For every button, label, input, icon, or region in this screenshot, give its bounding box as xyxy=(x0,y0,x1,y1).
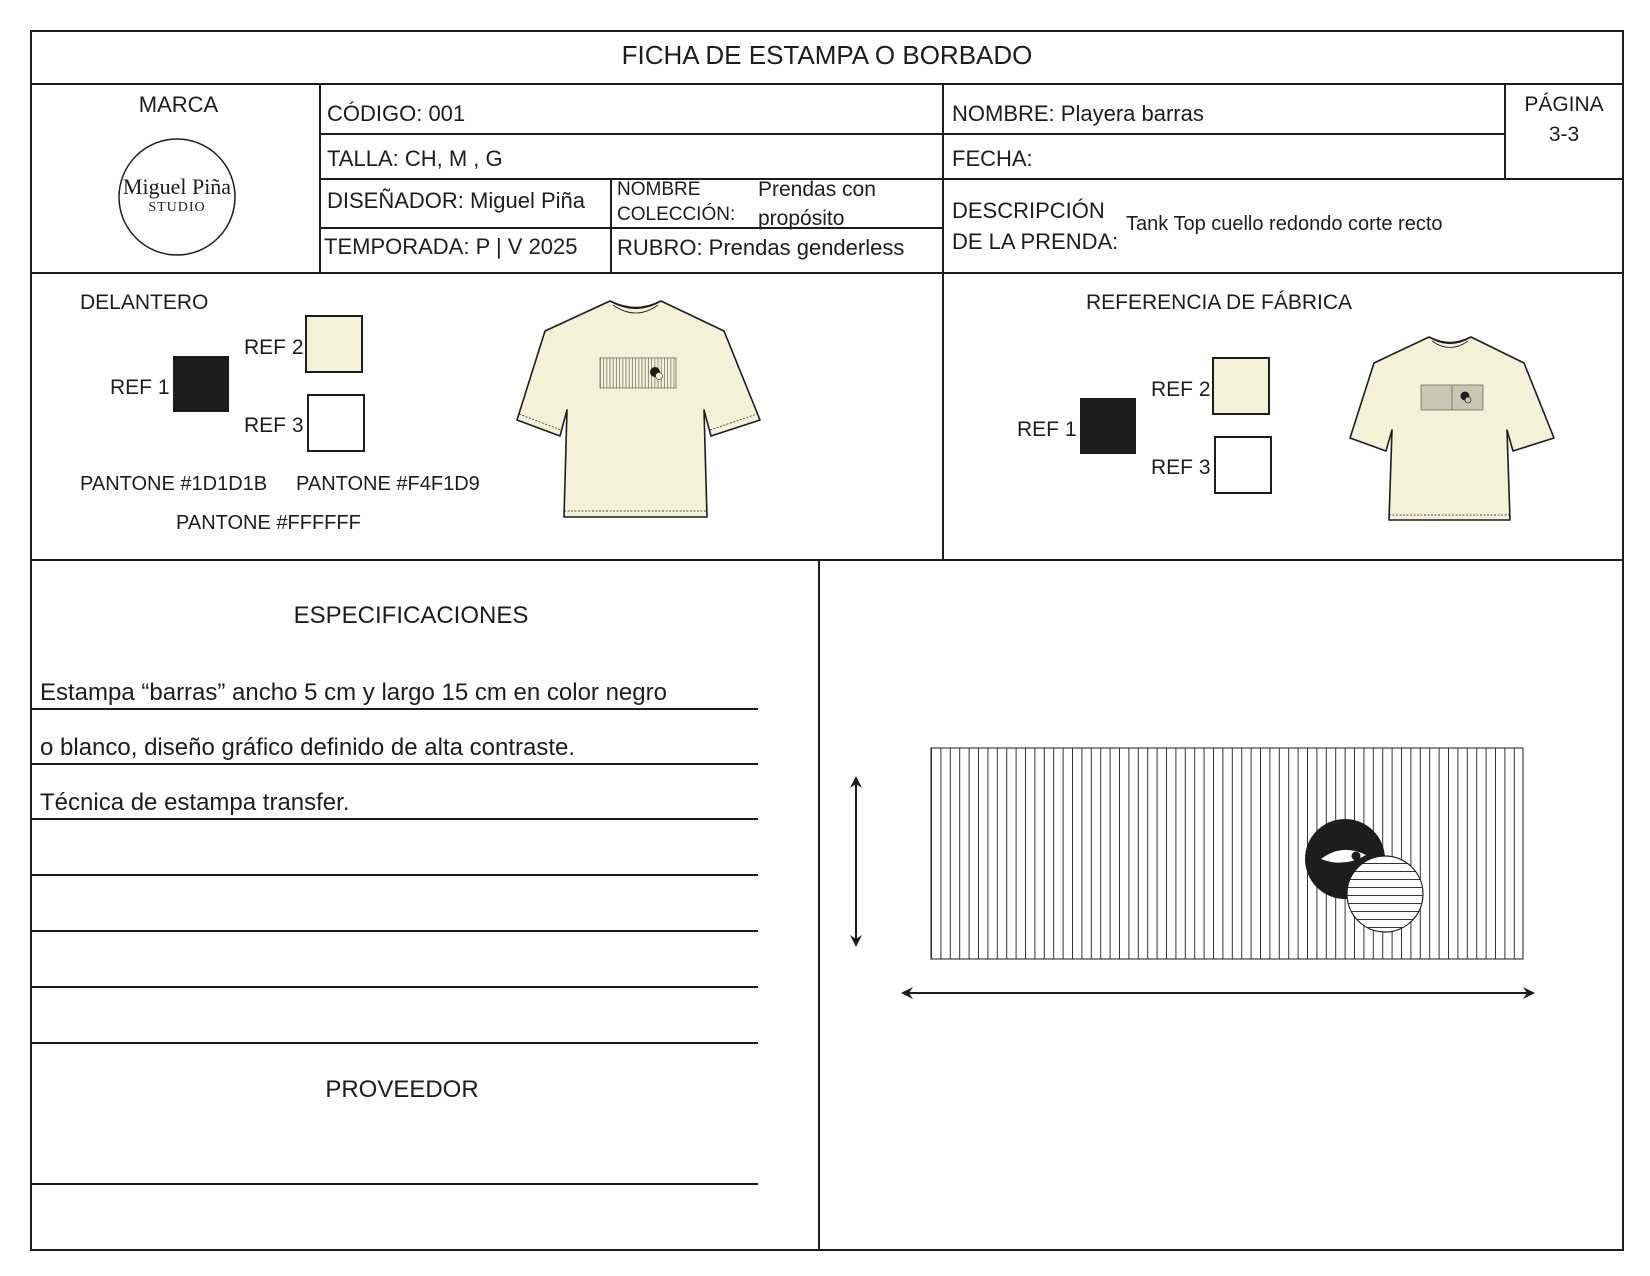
spec-line-3: Técnica de estampa transfer. xyxy=(40,789,350,816)
fabrica-swatch-ref2 xyxy=(1213,358,1269,414)
spec-lines xyxy=(31,709,758,1184)
descripcion-label-2: DE LA PRENDA: xyxy=(952,229,1119,254)
delantero-ref2-label: REF 2 xyxy=(244,336,304,359)
rubro-field: RUBRO: Prendas genderless xyxy=(617,235,905,260)
brand-label: MARCA xyxy=(138,92,219,117)
print-detail xyxy=(931,748,1523,959)
fecha-field: FECHA: xyxy=(952,146,1033,171)
coleccion-label-2: COLECCIÓN: xyxy=(617,204,736,225)
pagina-value: 3-3 xyxy=(1548,123,1580,146)
delantero-swatch-ref1 xyxy=(173,356,229,412)
fabrica-title: REFERENCIA DE FÁBRICA xyxy=(1086,291,1353,314)
codigo-field: CÓDIGO: 001 xyxy=(327,101,466,126)
brand-logo-studio: STUDIO xyxy=(148,200,206,215)
delantero-swatch-ref2 xyxy=(306,316,362,372)
pantone-ref1: PANTONE #1D1D1B xyxy=(80,473,268,495)
coleccion-label-1: NOMBRE xyxy=(617,179,701,200)
descripcion-label-1: DESCRIPCIÓN xyxy=(952,198,1105,223)
temporada-field: TEMPORADA: P | V 2025 xyxy=(324,234,578,259)
fabrica-tshirt xyxy=(1350,337,1554,520)
delantero-ref3-label: REF 3 xyxy=(244,414,304,437)
pantone-ref3: PANTONE #FFFFFF xyxy=(176,512,361,534)
pantone-ref2: PANTONE #F4F1D9 xyxy=(296,473,480,495)
coleccion-value-1: Prendas con xyxy=(758,178,876,201)
proveedor-title: PROVEEDOR xyxy=(325,1076,479,1103)
fabrica-ref3-label: REF 3 xyxy=(1151,456,1211,479)
coleccion-value-2: propósito xyxy=(758,207,845,230)
especificaciones-title: ESPECIFICACIONES xyxy=(293,602,529,629)
nombre-field: NOMBRE: Playera barras xyxy=(952,101,1204,126)
delantero-title: DELANTERO xyxy=(80,291,209,314)
fabrica-ref2-label: REF 2 xyxy=(1151,378,1211,401)
fabrica-swatch-ref3 xyxy=(1215,437,1271,493)
spec-line-2: o blanco, diseño gráfico definido de alta contraste. xyxy=(40,734,576,761)
descripcion-value: Tank Top cuello redondo corte recto xyxy=(1126,213,1443,235)
page-title: FICHA DE ESTAMPA O BORBADO xyxy=(621,40,1033,70)
fabrica-ref1-label: REF 1 xyxy=(1017,418,1077,441)
spec-line-1: Estampa “barras” ancho 5 cm y largo 15 cm en color negro xyxy=(40,679,667,706)
print-vertical-stripes xyxy=(931,748,1523,959)
brand-logo-name: Miguel Piña xyxy=(122,174,232,199)
talla-field: TALLA: CH, M , G xyxy=(327,146,503,171)
fabrica-swatch-ref1 xyxy=(1080,398,1136,454)
delantero-swatch-ref3 xyxy=(308,395,364,451)
delantero-ref1-label: REF 1 xyxy=(110,376,170,399)
pagina-label: PÁGINA xyxy=(1524,93,1604,116)
disenador-field: DISEÑADOR: Miguel Piña xyxy=(327,188,585,213)
delantero-tshirt xyxy=(517,301,760,517)
